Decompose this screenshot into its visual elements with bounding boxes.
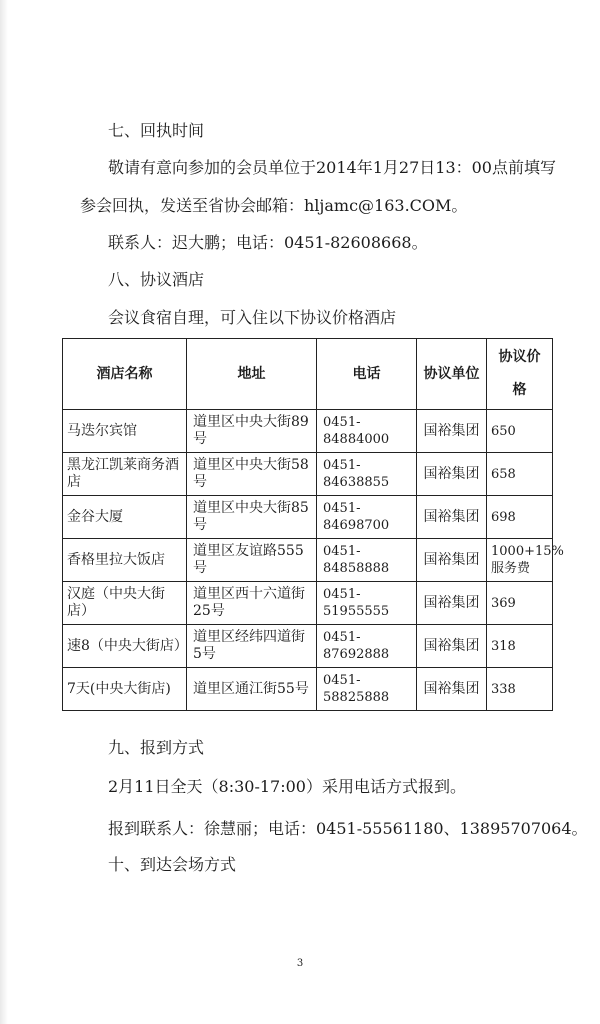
section-8-intro: 会议食宿自理，可入住以下协议价格酒店 xyxy=(108,308,397,327)
phone-cell: 0451-84638855 xyxy=(317,453,417,496)
price-cell: 338 xyxy=(487,668,553,711)
price-cell: 650 xyxy=(487,410,553,453)
phone-cell: 0451-58825888 xyxy=(317,668,417,711)
hotel-name-cell: 汉庭（中央大街店） xyxy=(63,582,187,625)
price-cell: 698 xyxy=(487,496,553,539)
hotel-table-header-row xyxy=(63,339,553,410)
hotel-name-cell: 黑龙江凯莱商务酒店 xyxy=(63,453,187,496)
address-cell: 道里区西十六道街25号 xyxy=(187,582,317,625)
scan-edge-shadow xyxy=(0,0,8,1024)
unit-cell: 国裕集团 xyxy=(417,410,487,453)
header-phone: 电话 xyxy=(317,339,417,410)
header-unit: 协议单位 xyxy=(417,339,487,410)
section-8-heading: 八、协议酒店 xyxy=(108,270,205,289)
unit-cell: 国裕集团 xyxy=(417,539,487,582)
hotel-name-cell: 金谷大厦 xyxy=(63,496,187,539)
address-cell: 道里区中央大街89号 xyxy=(187,410,317,453)
phone-cell: 0451-51955555 xyxy=(317,582,417,625)
hotel-name-cell: 香格里拉大饭店 xyxy=(63,539,187,582)
address-cell: 道里区中央大街85号 xyxy=(187,496,317,539)
header-address: 地址 xyxy=(187,339,317,410)
hotel-name-cell: 7天(中央大街店) xyxy=(63,668,187,711)
unit-cell: 国裕集团 xyxy=(417,453,487,496)
hotel-name-cell: 马迭尔宾馆 xyxy=(63,410,187,453)
hotel-table xyxy=(62,338,564,711)
unit-cell: 国裕集团 xyxy=(417,496,487,539)
table-row xyxy=(63,539,553,582)
section-7-heading: 七、回执时间 xyxy=(108,121,205,140)
section-7-paragraph-line-2: 参会回执，发送至省协会邮箱：hljamc@163.COM。 xyxy=(80,196,468,215)
table-row xyxy=(63,453,553,496)
header-price xyxy=(487,339,553,410)
unit-cell: 国裕集团 xyxy=(417,582,487,625)
unit-cell: 国裕集团 xyxy=(417,668,487,711)
section-7-contact: 联系人：迟大鹏；电话：0451-82608668。 xyxy=(108,233,428,252)
section-9-line-2: 报到联系人：徐慧丽；电话：0451-55561180、13895707064。 xyxy=(108,819,588,838)
hotel-name-cell: 速8（中央大街店） xyxy=(63,625,187,668)
header-price-line-1: 协议价 xyxy=(498,349,541,365)
address-cell: 道里区中央大街58号 xyxy=(187,453,317,496)
unit-cell: 国裕集团 xyxy=(417,625,487,668)
section-9-line-1: 2月11日全天（8:30-17:00）采用电话方式报到。 xyxy=(108,777,466,796)
address-cell: 道里区通江街55号 xyxy=(187,668,317,711)
section-7-paragraph-line-1: 敬请有意向参加的会员单位于2014年1月27日13：00点前填写 xyxy=(108,158,556,177)
address-cell: 道里区经纬四道街5号 xyxy=(187,625,317,668)
header-price-line-2: 格 xyxy=(512,382,527,398)
phone-cell: 0451-84698700 xyxy=(317,496,417,539)
section-10-heading: 十、到达会场方式 xyxy=(108,855,237,874)
price-cell: 369 xyxy=(487,582,553,625)
phone-cell: 0451-84858888 xyxy=(317,539,417,582)
phone-cell: 0451-84884000 xyxy=(317,410,417,453)
section-9-heading: 九、报到方式 xyxy=(108,738,205,757)
price-cell: 318 xyxy=(487,625,553,668)
price-cell: 1000+15%服务费 xyxy=(487,539,553,582)
address-cell: 道里区友谊路555号 xyxy=(187,539,317,582)
phone-cell: 0451-87692888 xyxy=(317,625,417,668)
header-hotel-name: 酒店名称 xyxy=(63,339,187,410)
table-row xyxy=(63,496,553,539)
table-row xyxy=(63,668,553,711)
page-number: 3 xyxy=(296,958,304,969)
table-row xyxy=(63,410,553,453)
price-cell: 658 xyxy=(487,453,553,496)
table-row xyxy=(63,625,553,668)
table-row xyxy=(63,582,553,625)
